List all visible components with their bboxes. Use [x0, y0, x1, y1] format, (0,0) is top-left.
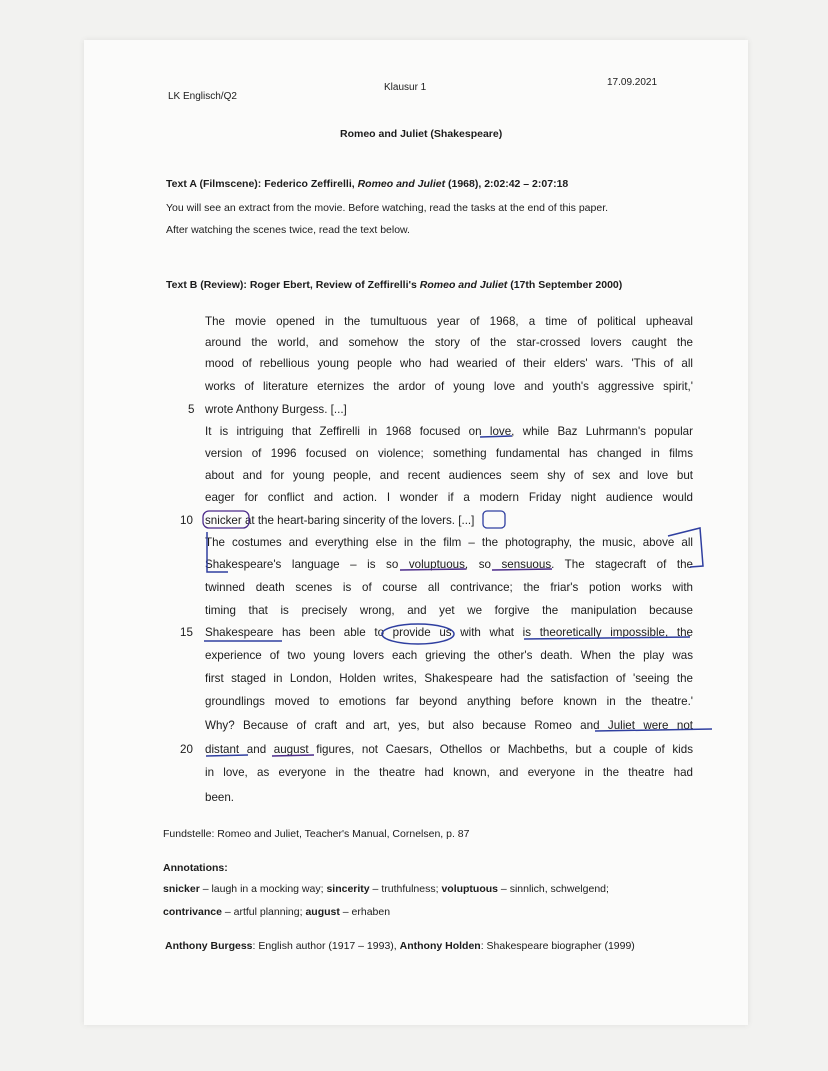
- underline-voluptuous: [400, 569, 466, 570]
- text-a-instruction-2: After watching the scenes twice, read the text below.: [166, 224, 410, 236]
- text-line: eager for conflict and action. I wonder if a modern Friday night audience would: [205, 491, 693, 504]
- bracket-left-mark: [207, 532, 228, 572]
- text-a-heading: Text A (Filmscene): Federico Zeffirelli, Romeo and Juliet (1968), 2:02:42 – 2:07:18: [166, 178, 569, 190]
- text-line: The costumes and everything else in the film – the photography, the music, above all: [205, 536, 693, 549]
- box-ellipsis: [483, 511, 505, 528]
- text-a-instruction-1: You will see an extract from the movie. Before watching, read the tasks at the end of this paper.: [166, 202, 609, 214]
- text-line: It is intriguing that Zeffirelli in 1968 focused on love, while Baz Luhrmann's popular: [205, 425, 693, 438]
- document-title: Romeo and Juliet (Shakespeare): [340, 128, 503, 140]
- box-snicker: [203, 511, 249, 528]
- source-line: Fundstelle: Romeo and Juliet, Teacher's Manual, Cornelsen, p. 87: [163, 828, 470, 840]
- date-label: 17.09.2021: [607, 77, 658, 88]
- text-line: Shakespeare has been able to provide us with what is theoretically impossible, the: [205, 626, 693, 639]
- text-line: about and for young people, and recent audiences seem shy of sex and love but: [205, 469, 693, 482]
- text-line: Shakespeare's language – is so voluptuous, so sensuous. The stagecraft of the: [205, 558, 693, 571]
- bracket-right-mark: [668, 528, 703, 567]
- text-line: groundlings moved to emotions far beyond anything before known in the theatre.': [205, 695, 693, 708]
- underline-theoretically: [524, 637, 690, 639]
- text-line: wrote Anthony Burgess. [...]: [205, 403, 347, 416]
- circle-provide-us: [382, 624, 454, 644]
- course-label: LK Englisch/Q2: [168, 91, 237, 102]
- text-line: been.: [205, 791, 235, 804]
- underline-august: [272, 755, 314, 756]
- line-number-10: 10: [180, 514, 193, 527]
- annotations-line-2: contrivance – artful planning; august – erhaben: [163, 906, 391, 918]
- text-line: twinned death scenes is of course all contrivance; the friar's potion works with: [205, 581, 693, 594]
- text-line: first staged in London, Holden writes, Shakespeare had the satisfaction of 'seeing the: [205, 672, 693, 685]
- text-line: timing that is precisely wrong, and yet we forgive the manipulation because: [205, 604, 693, 617]
- annotations-heading: Annotations:: [163, 862, 228, 874]
- text-line: around the world, and somehow the story of the star-crossed lovers caught the: [205, 336, 693, 349]
- text-line: mood of rebellious young people who had wearied of their elders' wars. 'This of all: [205, 357, 693, 370]
- line-number-15: 15: [180, 626, 193, 639]
- exam-label: Klausur 1: [384, 82, 427, 93]
- text-line: The movie opened in the tumultuous year of 1968, a time of political upheaval: [205, 315, 693, 328]
- persons-line: Anthony Burgess: English author (1917 – 1993), Anthony Holden: Shakespeare biographer (1999): [165, 940, 635, 952]
- text-line: in love, as everyone in the theatre had known, and everyone in the theatre had: [205, 766, 693, 779]
- underline-distant: [206, 755, 248, 756]
- text-line: distant and august figures, not Caesars, Othellos or Machbeths, but a couple of kids: [205, 743, 693, 756]
- text-line: Why? Because of craft and art, yes, but also because Romeo and Juliet were not: [205, 719, 693, 732]
- text-line: works of literature eternizes the ardor of young love and youth's aggressive spirit,': [205, 380, 693, 393]
- text-line: snicker at the heart-baring sincerity of the lovers. [...]: [205, 514, 475, 527]
- underline-sensuous: [492, 569, 552, 570]
- line-number-20: 20: [180, 743, 193, 756]
- underline-not: [595, 729, 712, 731]
- line-number-5: 5: [188, 403, 195, 416]
- annotations-line-1: snicker – laugh in a mocking way; sincerity – truthfulness; voluptuous – sinnlich, schwelgend;: [163, 883, 609, 895]
- text-b-heading: Text B (Review): Roger Ebert, Review of Zeffirelli's Romeo and Juliet (17th September 2000): [166, 279, 623, 291]
- text-line: experience of two young lovers each grieving the other's death. When the play was: [205, 649, 693, 662]
- underline-love: [480, 436, 512, 437]
- text-line: version of 1996 focused on violence; something fundamental has changed in films: [205, 447, 693, 460]
